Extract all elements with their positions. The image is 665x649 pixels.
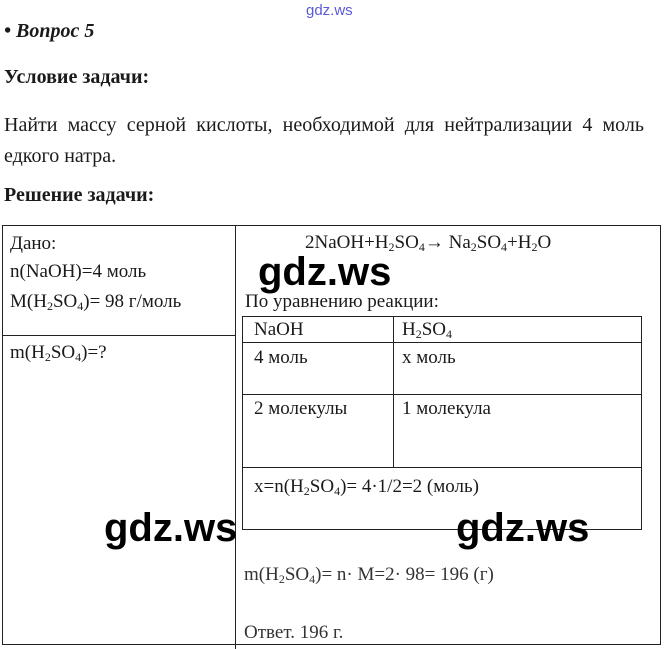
given-label: Дано: [10,233,57,254]
mass-prefix: m(H [244,564,279,585]
col-header-h2so4 [402,319,452,341]
x-sub1: 2 [303,484,310,498]
eq-s3: 2 [470,240,477,254]
watermark-3: gdz.ws [456,506,590,550]
given-mm-mid: SO [52,291,78,312]
x-suffix: )= 4·1/2=2 (моль) [340,476,479,497]
eq-p6: O [537,232,552,253]
mass-suffix: )= n· M=2· 98= 196 (г) [315,564,494,585]
eq-s1: 2 [388,240,395,254]
eq-p1: 2NaOH+H [305,232,389,253]
given-naoh: n(NaOH)=4 моль [10,261,147,282]
question-title: • Вопрос 5 [4,20,95,42]
condition-text-content: Найти массу серной кислоты, необходимой для нейтрализации 4 моль едкого натра. [4,114,644,167]
eq-s5: 2 [531,240,538,254]
given-molar-mass [10,291,181,313]
cell-naoh-moles: 4 моль [254,347,308,368]
eq-p5: +H [507,232,532,253]
watermark-top: gdz.ws [306,2,353,19]
cell-naoh-molecules: 2 молекулы [254,398,348,419]
given-mm-suffix: )= 98 г/моль [83,291,182,312]
watermark-2: gdz.ws [104,506,238,550]
eq-s2: 4 [418,240,425,254]
table-divider-vertical [235,225,236,649]
x-calculation [254,476,479,498]
eq-s4: 4 [501,240,508,254]
cell-h2so4-molecules: 1 молекула [402,398,491,419]
ratio-table-row-divider [242,394,642,395]
condition-text [4,110,644,172]
find-mass [10,342,107,364]
answer: Ответ. 196 г. [244,622,344,643]
find-prefix: m(H [10,342,45,363]
mass-sub2: 4 [309,572,316,586]
solution-heading: Решение задачи: [4,184,155,206]
by-equation-label: По уравнению реакции: [245,291,439,312]
condition-heading: Условие задачи: [4,66,150,88]
mass-calculation [244,564,494,586]
x-prefix: x=n(H [254,476,304,497]
find-suffix: )=? [81,342,107,363]
eq-p3: → Na [424,232,471,253]
eq-p4: SO [476,232,502,253]
table-divider-given [2,335,236,336]
given-mm-sub2: 4 [77,299,84,313]
find-mid: SO [50,342,76,363]
cell-h2so4-moles: x моль [402,347,456,368]
watermark-1: gdz.ws [258,250,392,294]
x-sub2: 4 [334,484,341,498]
find-sub2: 4 [75,350,82,364]
find-sub1: 2 [44,350,51,364]
colh-prefix: H [402,319,416,340]
col-header-naoh: NaOH [254,319,304,340]
ratio-table-footer-divider [242,467,642,468]
eq-p2: SO [394,232,419,253]
x-mid: SO [309,476,335,497]
colh-sub1: 2 [415,327,422,341]
colh-mid: SO [421,319,447,340]
mass-sub1: 2 [278,572,285,586]
mass-mid: SO [284,564,310,585]
given-mm-sub1: 2 [46,299,53,313]
ratio-table-header-divider [242,342,642,343]
given-mm-prefix: M(H [10,291,47,312]
ratio-table-col-divider [393,316,394,467]
colh-sub2: 4 [446,327,453,341]
